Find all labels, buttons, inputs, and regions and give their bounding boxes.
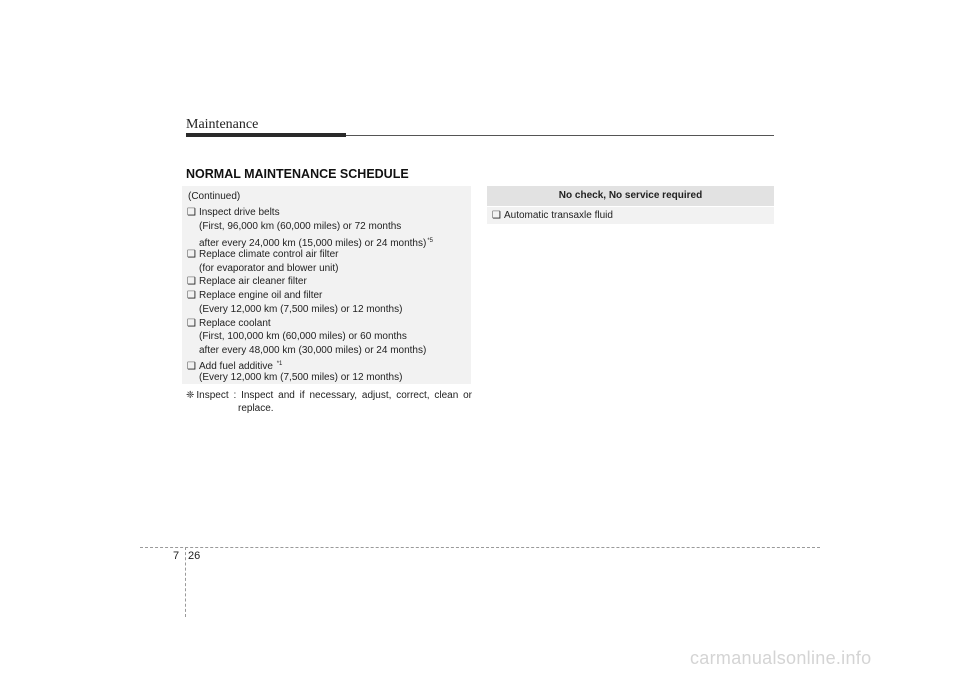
item-detail: (Every 12,000 km (7,500 miles) or 12 months): [199, 372, 403, 383]
list-item: [187, 249, 338, 261]
continued-label: (Continued): [188, 191, 241, 202]
list-item: [187, 318, 271, 330]
item-detail: (First, 96,000 km (60,000 miles) or 72 months: [199, 221, 402, 232]
table-row: [487, 207, 774, 224]
inspect-note: [186, 389, 472, 415]
watermark: carmanualsonline.info: [690, 648, 872, 668]
note-line: [186, 389, 472, 402]
item-detail: [199, 235, 433, 250]
table-cell: Automatic transaxle fluid: [503, 210, 613, 221]
item-label: Replace climate control air filter: [198, 249, 339, 260]
footer-rule: [140, 547, 820, 548]
item-label: Replace engine oil and filter: [198, 290, 323, 301]
checkbox-icon: ❑: [187, 290, 196, 301]
footnote-mark: *5: [427, 238, 433, 244]
checkbox-icon: ❑: [187, 207, 196, 218]
item-detail: (First, 100,000 km (60,000 miles) or 60 months: [199, 331, 407, 342]
list-item: [187, 290, 322, 302]
list-item: [187, 207, 280, 219]
checkbox-icon: ❑: [187, 276, 196, 287]
footnote-mark: *1: [276, 361, 283, 367]
note-star-icon: ❈: [186, 390, 195, 401]
header-rule-accent: [186, 133, 346, 137]
item-label: Replace coolant: [198, 318, 271, 329]
list-item: [187, 276, 307, 288]
checkbox-icon: ❑: [187, 318, 196, 329]
item-detail-text: after every 24,000 km (15,000 miles) or 24 months): [199, 238, 427, 249]
item-label: Replace air cleaner filter: [198, 276, 307, 287]
footer-divider: [185, 547, 186, 617]
page-title: NORMAL MAINTENANCE SCHEDULE: [186, 167, 409, 181]
chapter-number: 7: [173, 550, 180, 562]
item-detail: (for evaporator and blower unit): [199, 263, 339, 274]
item-label: Inspect drive belts: [198, 207, 280, 218]
item-label: Add fuel additive: [198, 361, 276, 372]
checkbox-icon: ❑: [492, 210, 501, 221]
list-item: [187, 358, 282, 373]
item-detail: (Every 12,000 km (7,500 miles) or 12 months): [199, 304, 403, 315]
note-text: Inspect : Inspect and if necessary, adjust, correct, clean or: [196, 390, 472, 401]
checkbox-icon: ❑: [187, 249, 196, 260]
page-number: 26: [188, 550, 201, 562]
checkbox-icon: ❑: [187, 361, 196, 372]
note-line-continuation: replace.: [238, 403, 274, 414]
table-header: No check, No service required: [487, 186, 774, 206]
section-title: Maintenance: [186, 117, 259, 132]
item-detail: after every 48,000 km (30,000 miles) or 24 months): [199, 345, 427, 356]
